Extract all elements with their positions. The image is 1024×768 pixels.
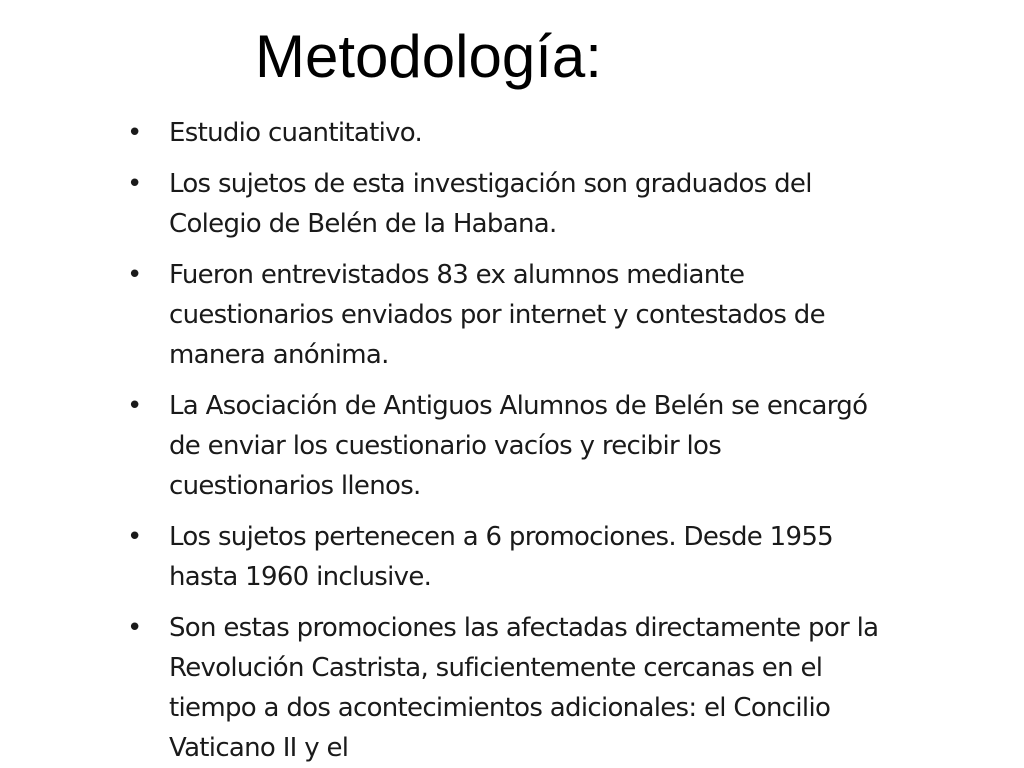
bullet-text: Fueron entrevistados 83 ex alumnos mediante cuestionarios enviados por internet y contestados de manera anónima. xyxy=(169,260,825,370)
bullet-text: La Asociación de Antiguos Alumnos de Belén se encargó de enviar los cuestionario vacíos y recibir los cuestionarios llenos. xyxy=(169,391,868,501)
bullet-item xyxy=(127,517,887,597)
bullet-item xyxy=(127,386,887,506)
bullet-text: Los sujetos pertenecen a 6 promociones. Desde 1955 hasta 1960 inclusive. xyxy=(169,522,834,592)
bullet-list xyxy=(127,113,887,768)
bullet-icon: • xyxy=(127,169,142,199)
bullet-icon: • xyxy=(127,391,142,421)
bullet-icon: • xyxy=(127,522,142,552)
bullet-item xyxy=(127,608,887,768)
slide-title: Metodología: xyxy=(255,23,602,90)
bullet-icon: • xyxy=(127,118,142,148)
bullet-text: Los sujetos de esta investigación son graduados del Colegio de Belén de la Habana. xyxy=(169,169,812,239)
bullet-item xyxy=(127,113,887,153)
bullet-text: Estudio cuantitativo. xyxy=(169,118,423,148)
bullet-text: Son estas promociones las afectadas directamente por la Revolución Castrista, suficientemente cercanas en el tiempo a dos acontecimientos adicionales: el Concilio Vaticano II y el xyxy=(169,613,879,763)
bullet-icon: • xyxy=(127,613,142,643)
bullet-item xyxy=(127,164,887,244)
bullet-item xyxy=(127,255,887,375)
bullet-icon: • xyxy=(127,260,142,290)
